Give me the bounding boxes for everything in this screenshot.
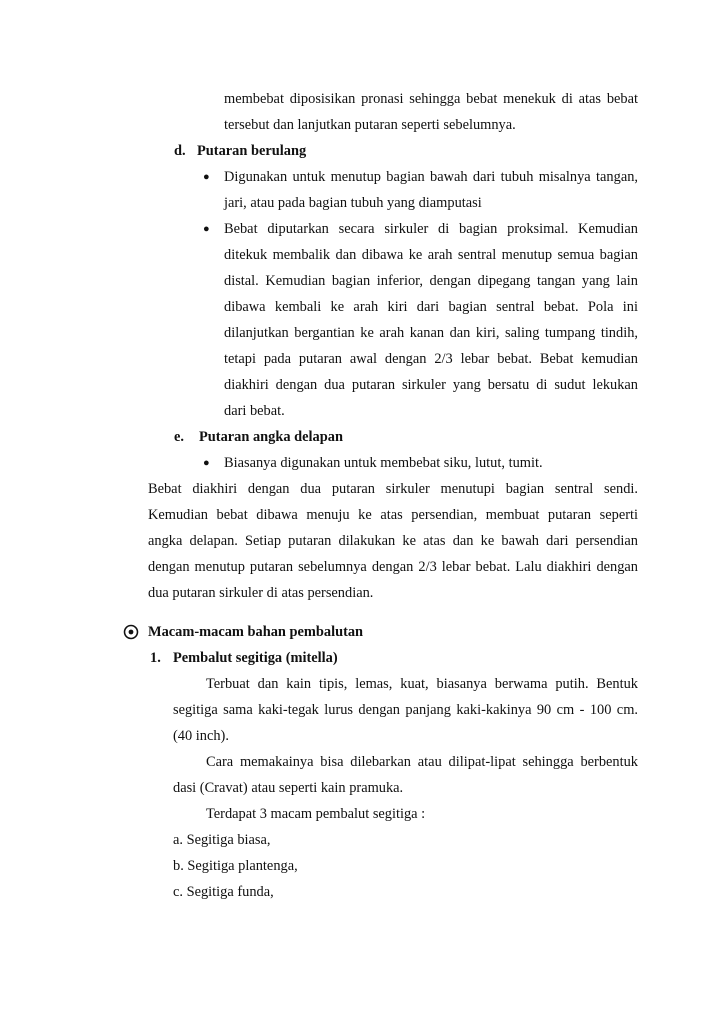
text-line: segitiga sama kaki-tegak lurus dengan panjang kaki-kakinya 90 cm - 100 cm. [173, 702, 638, 718]
text-line: dengan menutup putaran sebelumnya dengan 2/3 lebar bebat. Lalu diakhiri dengan [148, 559, 638, 575]
section-heading: Macam-macam bahan pembalutan [148, 624, 364, 640]
text-line: Bebat diakhiri dengan dua putaran sirkuler menutupi bagian sentral sendi. [148, 481, 638, 497]
item-label-e: e. [174, 429, 184, 445]
text-line: ditekuk membalik dan dibawa ke arah sentral menutup semua bagian [224, 247, 638, 263]
text-line: Bebat diputarkan secara sirkuler di bagian proksimal. Kemudian [224, 221, 638, 237]
text-line: Cara memakainya bisa dilebarkan atau dilipat-lipat sehingga berbentuk [206, 754, 638, 770]
item-label-1: 1. [150, 650, 161, 666]
text-line: dua putaran sirkuler di atas persendian. [148, 585, 374, 601]
text-line: Terbuat dan kain tipis, lemas, kuat, biasanya berwama putih. Bentuk [206, 676, 638, 692]
text-line: angka delapan. Setiap putaran dilakukan ke atas dan ke bawah dari persendian [148, 533, 638, 549]
text-line: dari bebat. [224, 403, 285, 419]
list-item: a. Segitiga biasa, [173, 832, 271, 848]
bullet-icon: ● [203, 171, 210, 183]
heading-putaran-angka-delapan: Putaran angka delapan [199, 429, 343, 445]
heading-pembalut-segitiga: Pembalut segitiga (mitella) [173, 650, 338, 666]
text-line: Kemudian bebat dibawa menuju ke atas persendian, membuat putaran seperti [148, 507, 638, 523]
item-label-d: d. [174, 143, 186, 159]
heading-putaran-berulang: Putaran berulang [197, 143, 307, 159]
text-line: dilanjutkan bergantian ke arah kanan dan kiri, saling tumpang tindih, [224, 325, 638, 341]
text-line: distal. Kemudian bagian inferior, dengan dipegang tangan yang lain [224, 273, 638, 289]
list-item: b. Segitiga plantenga, [173, 858, 298, 874]
text-line: dibawa kembali ke arah kiri dari bagian sentral bebat. Pola ini [224, 299, 638, 315]
bullet-icon: ● [203, 457, 210, 469]
text-line: Digunakan untuk menutup bagian bawah dari tubuh misalnya tangan, [224, 169, 638, 185]
text-line: membebat diposisikan pronasi sehingga bebat menekuk di atas bebat [224, 91, 638, 107]
text-line: diakhiri dengan dua putaran sirkuler yang bersatu di sudut lekukan [224, 377, 638, 393]
text-line: dasi (Cravat) atau seperti kain pramuka. [173, 780, 404, 796]
text-line: Biasanya digunakan untuk membebat siku, lutut, tumit. [224, 455, 543, 471]
text-line: jari, atau pada bagian tubuh yang diamputasi [224, 195, 482, 211]
text-line: tetapi pada putaran awal dengan 2/3 lebar bebat. Bebat kemudian [224, 351, 638, 367]
circled-dot-bullet-icon [123, 624, 139, 640]
bullet-icon: ● [203, 223, 210, 235]
list-item: c. Segitiga funda, [173, 884, 274, 900]
text-line: tersebut dan lanjutkan putaran seperti sebelumnya. [224, 117, 516, 133]
text-line: (40 inch). [173, 728, 229, 744]
text-line: Terdapat 3 macam pembalut segitiga : [206, 806, 426, 822]
